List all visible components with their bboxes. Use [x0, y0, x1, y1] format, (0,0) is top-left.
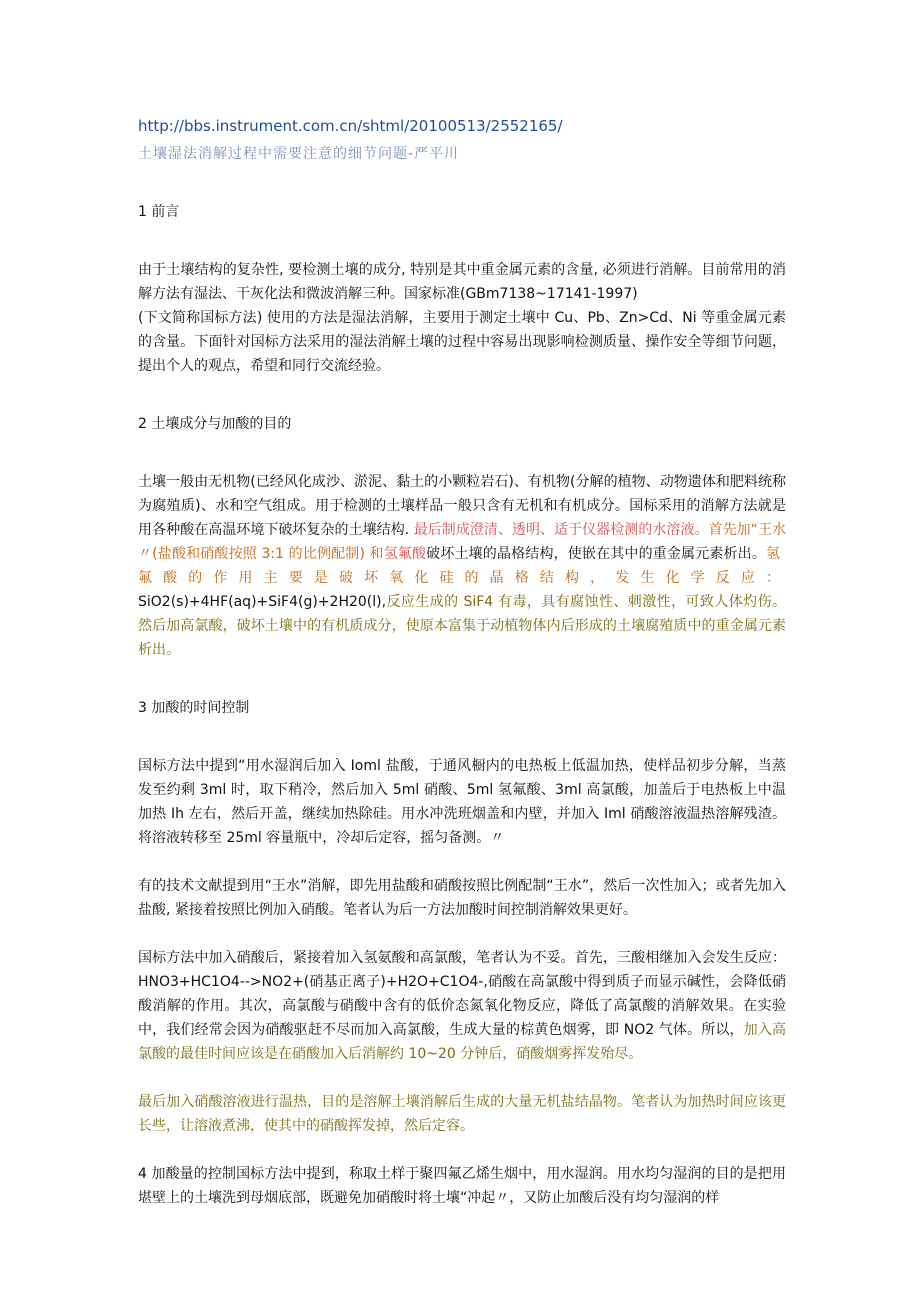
- section-2-heading: 2 土壤成分与加酸的目的: [138, 416, 292, 432]
- section-1-heading: 1 前言: [138, 204, 180, 220]
- section-1-text-a: 由于土壤结构的复杂性, 要检测土壤的成分, 特别是其中重金属元素的含量, 必须进行消解。目前常用的消解方法有湿法、干灰化法和微波消解三种。国家标准(GBm7138~17141-1997): [138, 262, 786, 302]
- document-body: [138, 112, 786, 1210]
- section-2-highlight-sif4: 反应生成的 SiF4 有毒，具有腐蚀性、刺激性，可致人体灼伤。然后加高氯酸，破坏土壤中的有机质成分，使原本富集于动植物体内后形成的土壤腐殖质中的重金属元素析出。: [138, 594, 786, 658]
- section-2-highlight-hf-role: 氢氟酸的作用主要是破坏氧化硅的晶格结构，发生化学反应：: [138, 546, 787, 586]
- section-1-text-b: (下文简称国标方法) 使用的方法是湿法消解，主要用于测定土壤中 Cu、Pb、Zn>Cd、Ni 等重金属元素的含量。下面针对国标方法采用的湿法消解土壤的过程中容易出现影响检测质量、操作安全等细节问题，提出个人的观点，希望和同行交流经验。: [138, 310, 786, 374]
- section-2-highlight-red: 最后制成澄清、透明、适于仪器检测的水溶液。: [413, 522, 709, 538]
- section-2-equation: SiO2(s)+4HF(aq)+SiF4(g)+2H20(l),: [138, 594, 387, 610]
- section-3-heading: 3 加酸的时间控制: [138, 700, 250, 716]
- section-2-highlight-aqua-regia: 首先加“王水〃(盐酸和硝酸按照 3:1 的比例配制) 和: [138, 522, 786, 562]
- section-1-paragraph: [138, 258, 786, 378]
- section-2-paragraph: [138, 470, 786, 662]
- section-2-text-a: 土壤一般由无机物(已经风化成沙、淤泥、黏土的小颗粒岩石)、有机物(分解的植物、动物遗体和肥料统称为腐殖质)、水和空气组成。用于检测的土壤样品一般只含有无机和有机成分。国标采用的消解方法就是用各种酸在高温环境下破坏复杂的土壤结构.: [138, 474, 786, 538]
- section-2-highlight-hf: 氢氟酸: [383, 546, 427, 562]
- section-3-paragraph-1: 国标方法中提到“用水湿润后加入 Ioml 盐酸，于通风橱内的电热板上低温加热，使样品初步分解，当蒸发至约剩 3ml 时，取下稍冷，然后加入 5ml 硝酸、5ml 氢氟酸、3ml 高氯酸，加盖后于电热板上中温加热 Ih 左右，然后开盖，继续加热除硅。用水冲洗班烟盖和内壁，并加入 Iml 硝酸溶液温热溶解残渣。将溶液转移至 25ml 容量瓶中，冷却后定容，摇匀备测。〃: [138, 758, 786, 846]
- section-3-paragraph-2: 有的技术文献提到用“王水”消解，即先用盐酸和硝酸按照比例配制“王水”，然后一次性加入；或者先加入盐酸, 紧接着按照比例加入硝酸。笔者认为后一方法加酸时间控制消解效果更好。: [138, 878, 786, 918]
- section-2-text-e: 破坏土壤的晶格结构，使嵌在其中的重金属元素析出。: [426, 546, 767, 562]
- document-title: 土壤湿法消解过程中需要注意的细节问题-严平川: [138, 146, 460, 162]
- section-3-paragraph-4: 最后加入硝酸溶液进行温热，目的是溶解土壤消解后生成的大量无机盐结晶物。笔者认为加热时间应该更长些，让溶液煮沸，使其中的硝酸挥发掉，然后定容。: [138, 1094, 786, 1134]
- section-3-paragraph-3: [138, 946, 786, 1066]
- source-url-link[interactable]: http://bbs.instrument.com.cn/shtml/20100513/2552165/: [138, 117, 563, 135]
- section-3-text-a: 国标方法中加入硝酸后，紧接着加入氢氨酸和高氯酸，笔者认为不妥。首先，三酸相继加入会发生反应：HNO3+HC1O4-->NO2+(硝基正离子)+H2O+C1O4-,硝酸在高氯酸中得到质子而显示碱性，会降低硝酸消解的作用。其次，高氯酸与硝酸中含有的低价态氮氧化物反应，降低了高氯酸的消解效果。在实验中，我们经常会因为硝酸驱赶不尽而加入高氯酸，生成大量的棕黄色烟雾，即 NO2 气体。所以，: [138, 950, 786, 1038]
- section-3-highlight-timing: 加入高氯酸的最佳时间应该是在硝酸加入后消解约 10~20 分钟后，硝酸烟雾挥发殆尽。: [138, 1022, 786, 1062]
- section-4-paragraph: 4 加酸量的控制国标方法中提到，称取土样于聚四氟乙烯生烟中，用水湿润。用水均匀湿润的目的是把用堪壁上的土壤洗到母烟底部，既避免加硝酸时将土壤“冲起〃，又防止加酸后没有均匀湿润的样: [138, 1166, 786, 1206]
